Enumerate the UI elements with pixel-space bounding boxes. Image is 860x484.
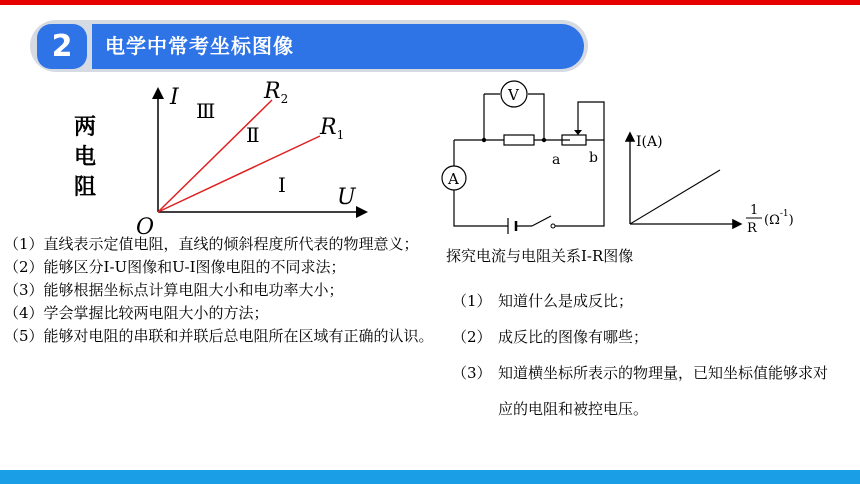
bottom-accent-bar bbox=[0, 470, 860, 484]
slider-wire bbox=[578, 102, 604, 140]
list-item: （3） 知道横坐标所表示的物理量，已知坐标值能够求对应的电阻和被控电压。 bbox=[452, 364, 829, 418]
side-label-char: 阻 bbox=[73, 174, 96, 200]
list-item: （1） 知道什么是成反比； bbox=[452, 292, 634, 310]
ir-proportional-line bbox=[630, 170, 720, 224]
section-number-badge: 2 bbox=[37, 24, 87, 69]
node-b-label: b bbox=[589, 150, 598, 166]
ir-x-axis-numerator: 1 bbox=[750, 203, 759, 218]
ir-x-axis-unit: $(\Omega^{-1})$ bbox=[764, 209, 794, 228]
section-title: 电学中常考坐标图像 bbox=[105, 34, 294, 58]
iu-graph bbox=[130, 78, 370, 238]
switch-contact bbox=[551, 224, 555, 228]
ir-graph bbox=[618, 130, 818, 235]
line-label-r2: $R_2$ bbox=[264, 79, 289, 106]
voltmeter-label: V bbox=[508, 86, 519, 104]
left-objectives-list bbox=[4, 233, 434, 348]
y-axis-label: I bbox=[170, 85, 179, 110]
node-a-label: a bbox=[552, 152, 561, 168]
side-label-char: 两 bbox=[73, 114, 96, 140]
two-resistors-label bbox=[70, 112, 100, 202]
circuit-wire bbox=[454, 140, 604, 226]
region-label-2: Ⅱ bbox=[246, 123, 260, 147]
list-item: （4） 学会掌握比较两电阻大小的方法； bbox=[4, 304, 269, 322]
list-item: （5） 能够对电阻的串联和并联后总电阻所在区域有正确的认识。 bbox=[4, 327, 434, 345]
junction-dot bbox=[482, 138, 486, 142]
side-label-char: 电 bbox=[73, 144, 96, 170]
region-label-1: Ⅰ bbox=[278, 173, 286, 197]
list-item: （1） 直线表示定值电阻，直线的倾斜程度所代表的物理意义； bbox=[4, 235, 419, 253]
ammeter-label: A bbox=[448, 170, 459, 188]
list-item: （3） 能够根据坐标点计算电阻大小和电功率大小； bbox=[4, 281, 344, 299]
circuit-wire bbox=[454, 140, 532, 226]
x-axis-label: U bbox=[337, 185, 356, 210]
ir-x-axis-denominator: R bbox=[747, 221, 757, 235]
region-label-3: Ⅲ bbox=[196, 99, 216, 123]
line-r1 bbox=[158, 136, 320, 212]
switch-lever bbox=[532, 216, 551, 226]
junction-dot bbox=[542, 138, 546, 142]
ir-y-axis-label: I(A) bbox=[636, 134, 663, 150]
ir-section-caption: 探究电流与电阻关系I-R图像 bbox=[446, 247, 634, 265]
top-accent-bar bbox=[0, 0, 860, 5]
list-item: （2） 能够区分I-U图像和U-I图像电阻的不同求法； bbox=[4, 258, 346, 276]
circuit-diagram bbox=[436, 78, 616, 238]
origin-label: O bbox=[136, 215, 155, 238]
rheostat-arrowhead bbox=[574, 130, 582, 135]
line-label-r1: $R_1$ bbox=[320, 115, 345, 142]
list-item: （2） 成反比的图像有哪些； bbox=[452, 328, 649, 346]
fixed-resistor bbox=[504, 135, 534, 145]
right-objectives-list bbox=[452, 283, 832, 427]
